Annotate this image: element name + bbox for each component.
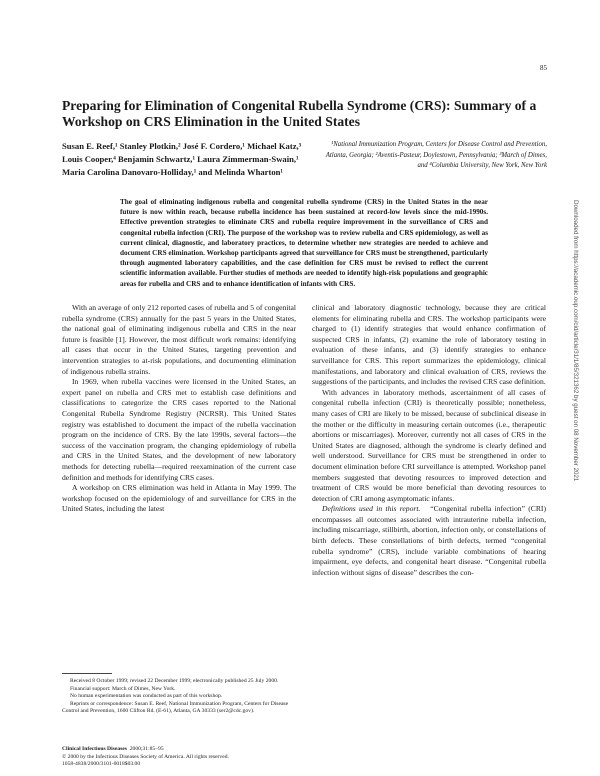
right-column	[312, 303, 546, 578]
footnote-reprints: Reprints or correspondence: Susan E. Reef, National Immunization Program, Centers for Disease Control and Prevention, 1600 Clifton Rd. (E-61), Atlanta, GA 30333 (ser2@cdc.gov).	[62, 700, 289, 714]
footnote-human-experimentation: No human experimentation was conducted as part of this workshop.	[70, 693, 223, 699]
footnote-divider	[62, 673, 112, 674]
footnote-received: Received 8 October 1999; revised 22 December 1999; electronically published 25 July 2000.	[70, 678, 279, 684]
download-notice	[571, 200, 579, 620]
definitions-heading: Definitions used in this report.	[322, 504, 421, 514]
left-column	[62, 303, 296, 515]
journal-name: Clinical Infectious Diseases	[62, 746, 127, 752]
article-title: Preparing for Elimination of Congenital Rubella Syndrome (CRS): Summary of a Workshop on CRS Elimination in the United States	[62, 98, 537, 129]
download-notice-text[interactable]: Downloaded from https://academic.oup.com/cid/article/31/1/85/321362 by guest on 08 November 2021	[572, 200, 579, 482]
body-paragraph: With an average of only 212 reported cases of rubella and 5 of congenital rubella syndrome (CRS) annually for the past 5 years in the United States, the national goal of eliminating indigenous rubella and CRS in the near future is feasible [1]. However, the most difficult work remains: identifying all cases that occur in the United States, targeting prevention and intervention strategies to at-risk populations, and documenting elimination of indigenous rubella strains.	[62, 303, 296, 376]
body-paragraph: clinical and laboratory diagnostic technology, because they are critical elements for eliminating rubella and CRS. The workshop participants were charged to (1) identify strategies that would enhance confirmation of suspected CRS in infants, (2) examine the role of laboratory testing in evaluation of these infants, and (3) identify strategies to enhance surveillance for CRS. This report summarizes the epidemiology, clinical manifestations, and laboratory and clinical evaluation of CRS, reviews the suggestions of the participants, and includes the revised CRS case definition.	[312, 303, 546, 387]
body-paragraph-definitions	[312, 504, 546, 578]
page-number: 85	[540, 64, 547, 72]
journal-copyright: © 2000 by the Infectious Diseases Society of America. All rights reserved.	[62, 753, 229, 760]
journal-info	[62, 746, 296, 769]
author-affiliations: ¹National Immunization Program, Centers for Disease Control and Prevention, Atlanta, Georgia; ²Aventis-Pasteur, Doylestown, Pennsylvania; ³March of Dimes, and ⁴Columbia University, New York, New York	[325, 141, 547, 170]
author-list: Susan E. Reef,¹ Stanley Plotkin,² José F. Cordero,¹ Michael Katz,³ Louis Cooper,⁴ Benjamin Schwartz,¹ Laura Zimmerman-Swain,¹ Maria Carolina Danovaro-Holliday,¹ and Melinda Wharton¹	[62, 141, 302, 177]
journal-citation: 2000;31:85–95	[129, 746, 164, 752]
body-paragraph: With advances in laboratory methods, ascertainment of all cases of congenital rubella infection (CRI) is theoretically possible; nonetheless, many cases of CRI are likely to be missed, because of subclinical disease in the mother or the difficulty in measuring certain outcomes (i.e., therapeutic abortions or miscarriages). Moreover, currently not all cases of CRS in the United States are diagnosed, although the syndrome is clearly defined and well understood. Surveillance for CRS must be strengthened in order to document elimination before CRI surveillance is attempted. Workshop panel members suggested that devoting resources to improved detection and treatment of CRS would be more beneficial than devoting resources to detection of CRI among asymptomatic infants.	[312, 387, 546, 503]
footnotes	[62, 678, 296, 716]
footnote-financial-support: Financial support: March of Dimes, New York.	[70, 685, 176, 692]
journal-issn: 1058-4838/2000/3101-0018$03.00	[62, 761, 141, 767]
body-paragraph: In 1969, when rubella vaccines were licensed in the United States, an expert panel on rubella and CRS met to establish case definitions and classifications to categorize the CRS cases reported to the National Congenital Rubella Syndrome Registry (NCRSR). This United States registry was established to document the impact of the rubella vaccination program on the incidence of CRS. By the late 1990s, several factors—the success of the vaccination program, the changing epidemiology of rubella and CRS in the United States, and the development of new laboratory methods for detecting rubella—required reexamination of the current case definition and methods for identifying CRS cases.	[62, 377, 296, 482]
definitions-text: “Congenital rubella infection” (CRI) encompasses all outcomes associated with intrauterine rubella infection, including miscarriage, stillbirth, abortion, infection only, or constellations of birth defects. These constellations of birth defects, termed “congenital rubella syndrome” (CRS), include variable combinations of hearing impairment, eye defects, and congenital heart disease. “Congenital rubella infection without signs of disease” describes the con-	[312, 504, 546, 577]
body-paragraph: A workshop on CRS elimination was held in Atlanta in May 1999. The workshop focused on the epidemiology of and surveillance for CRS in the United States, including the latest	[62, 483, 296, 514]
abstract: The goal of eliminating indigenous rubella and congenital rubella syndrome (CRS) in the United States in the near future is now within reach, because rubella incidence has been sustained at record-low levels since the mid-1990s. Effective prevention strategies to eliminate CRS and rubella require improvement in the surveillance of CRS and congenital rubella infection (CRI). The purpose of the workshop was to review rubella and CRS epidemiology, as well as current clinical, diagnostic, and laboratory practices, to determine whether new strategies are needed to achieve and document CRS elimination. Workshop participants agreed that surveillance for CRS must be strengthened, particularly through augmented laboratory capabilities, and the case definition for CRS must be revised to reflect the current scientific information available. Further studies of methods are needed to identify high-risk populations and geographic areas for rubella and CRS and to enhance identification of infants with CRS.	[120, 198, 488, 288]
